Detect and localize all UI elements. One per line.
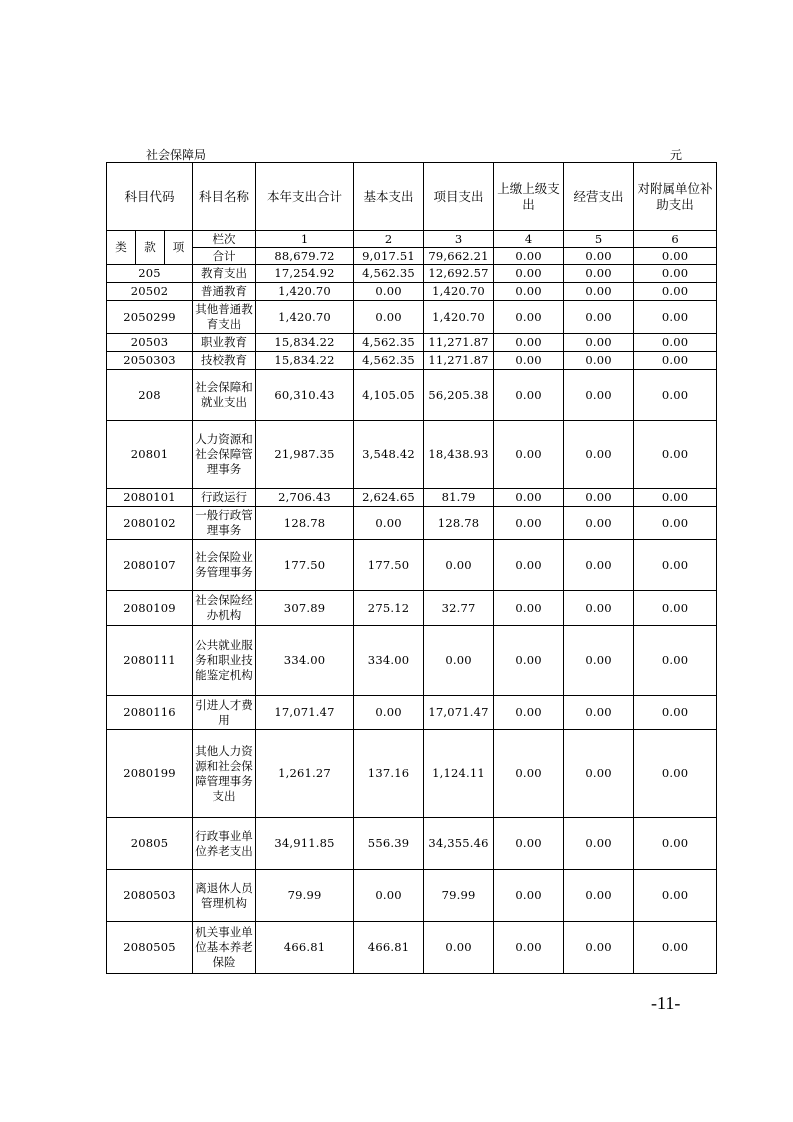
row-project: 1,124.11	[424, 730, 494, 818]
row-operating: 0.00	[564, 591, 634, 626]
row-project: 32.77	[424, 591, 494, 626]
sub-header-kuan: 款	[136, 231, 165, 265]
row-subsidy: 0.00	[634, 334, 717, 352]
row-total: 15,834.22	[256, 352, 354, 370]
row-basic: 3,548.42	[354, 421, 424, 489]
row-basic: 177.50	[354, 540, 424, 591]
row-project: 128.78	[424, 507, 494, 540]
row-code: 2050303	[107, 352, 193, 370]
sum-upper: 0.00	[494, 248, 564, 265]
sum-basic: 9,017.51	[354, 248, 424, 265]
row-total: 15,834.22	[256, 334, 354, 352]
row-code: 2080109	[107, 591, 193, 626]
row-name: 机关事业单位基本养老保险	[193, 922, 256, 974]
row-project: 0.00	[424, 922, 494, 974]
row-upper: 0.00	[494, 352, 564, 370]
row-name: 公共就业服务和职业技能鉴定机构	[193, 626, 256, 696]
row-total: 1,420.70	[256, 301, 354, 334]
row-basic: 4,562.35	[354, 334, 424, 352]
row-upper: 0.00	[494, 922, 564, 974]
row-operating: 0.00	[564, 370, 634, 421]
row-operating: 0.00	[564, 352, 634, 370]
row-project: 17,071.47	[424, 696, 494, 730]
table-row	[107, 283, 717, 301]
table-row	[107, 421, 717, 489]
row-project: 18,438.93	[424, 421, 494, 489]
col-number-1: 1	[256, 231, 354, 248]
table-row	[107, 591, 717, 626]
row-basic: 0.00	[354, 870, 424, 922]
row-basic: 466.81	[354, 922, 424, 974]
row-name: 人力资源和社会保障管理事务	[193, 421, 256, 489]
row-basic: 4,105.05	[354, 370, 424, 421]
row-project: 56,205.38	[424, 370, 494, 421]
row-basic: 0.00	[354, 301, 424, 334]
row-basic: 556.39	[354, 818, 424, 870]
row-basic: 2,624.65	[354, 489, 424, 507]
row-total: 34,911.85	[256, 818, 354, 870]
table-row	[107, 818, 717, 870]
col-number-2: 2	[354, 231, 424, 248]
col-header-code: 科目代码	[107, 163, 193, 231]
row-total: 307.89	[256, 591, 354, 626]
row-project: 0.00	[424, 626, 494, 696]
row-code: 2080111	[107, 626, 193, 696]
row-basic: 137.16	[354, 730, 424, 818]
row-code: 20502	[107, 283, 193, 301]
col-header-name: 科目名称	[193, 163, 256, 231]
row-operating: 0.00	[564, 489, 634, 507]
row-basic: 4,562.35	[354, 352, 424, 370]
row-basic: 0.00	[354, 507, 424, 540]
row-project: 11,271.87	[424, 334, 494, 352]
row-upper: 0.00	[494, 591, 564, 626]
row-operating: 0.00	[564, 283, 634, 301]
row-subsidy: 0.00	[634, 818, 717, 870]
row-project: 1,420.70	[424, 283, 494, 301]
row-operating: 0.00	[564, 730, 634, 818]
row-upper: 0.00	[494, 696, 564, 730]
col-number-4: 4	[494, 231, 564, 248]
row-total: 128.78	[256, 507, 354, 540]
row-name: 社会保险业务管理事务	[193, 540, 256, 591]
row-project: 79.99	[424, 870, 494, 922]
row-basic: 4,562.35	[354, 265, 424, 283]
row-code: 2080116	[107, 696, 193, 730]
table-row	[107, 334, 717, 352]
column-number-row	[107, 231, 717, 248]
row-name: 社会保险经办机构	[193, 591, 256, 626]
table-row	[107, 626, 717, 696]
row-total: 334.00	[256, 626, 354, 696]
row-upper: 0.00	[494, 507, 564, 540]
row-project: 34,355.46	[424, 818, 494, 870]
row-subsidy: 0.00	[634, 696, 717, 730]
sub-header-xiang: 项	[165, 231, 193, 265]
row-operating: 0.00	[564, 626, 634, 696]
row-name: 引进人才费用	[193, 696, 256, 730]
header-row	[107, 163, 717, 231]
col-header-operating: 经营支出	[564, 163, 634, 231]
row-subsidy: 0.00	[634, 507, 717, 540]
row-total: 177.50	[256, 540, 354, 591]
row-total: 2,706.43	[256, 489, 354, 507]
col-number-6: 6	[634, 231, 717, 248]
sub-header-lanci: 栏次	[193, 231, 256, 248]
sum-project: 79,662.21	[424, 248, 494, 265]
row-code: 208	[107, 370, 193, 421]
col-header-subsidy: 对附属单位补助支出	[634, 163, 717, 231]
sum-subsidy: 0.00	[634, 248, 717, 265]
row-code: 2080199	[107, 730, 193, 818]
table-row	[107, 540, 717, 591]
row-code: 2080503	[107, 870, 193, 922]
row-total: 17,254.92	[256, 265, 354, 283]
sum-row	[107, 248, 717, 265]
col-number-5: 5	[564, 231, 634, 248]
row-name: 社会保障和就业支出	[193, 370, 256, 421]
col-header-total: 本年支出合计	[256, 163, 354, 231]
row-upper: 0.00	[494, 489, 564, 507]
row-code: 205	[107, 265, 193, 283]
row-upper: 0.00	[494, 334, 564, 352]
row-total: 79.99	[256, 870, 354, 922]
row-total: 1,420.70	[256, 283, 354, 301]
row-total: 466.81	[256, 922, 354, 974]
row-name: 其他普通教育支出	[193, 301, 256, 334]
row-operating: 0.00	[564, 696, 634, 730]
row-upper: 0.00	[494, 265, 564, 283]
row-name: 离退休人员管理机构	[193, 870, 256, 922]
row-subsidy: 0.00	[634, 301, 717, 334]
row-name: 行政事业单位养老支出	[193, 818, 256, 870]
row-total: 1,261.27	[256, 730, 354, 818]
row-code: 20801	[107, 421, 193, 489]
row-code: 20503	[107, 334, 193, 352]
row-project: 81.79	[424, 489, 494, 507]
row-code: 2080102	[107, 507, 193, 540]
row-project: 1,420.70	[424, 301, 494, 334]
row-subsidy: 0.00	[634, 283, 717, 301]
row-upper: 0.00	[494, 421, 564, 489]
row-name: 一般行政管理事务	[193, 507, 256, 540]
sub-header-lei: 类	[107, 231, 136, 265]
row-upper: 0.00	[494, 283, 564, 301]
col-header-basic: 基本支出	[354, 163, 424, 231]
table-row	[107, 507, 717, 540]
sum-total: 88,679.72	[256, 248, 354, 265]
row-basic: 0.00	[354, 283, 424, 301]
row-code: 2080101	[107, 489, 193, 507]
row-name: 职业教育	[193, 334, 256, 352]
row-subsidy: 0.00	[634, 421, 717, 489]
row-operating: 0.00	[564, 507, 634, 540]
row-subsidy: 0.00	[634, 352, 717, 370]
row-code: 2080505	[107, 922, 193, 974]
row-name: 行政运行	[193, 489, 256, 507]
row-operating: 0.00	[564, 301, 634, 334]
row-subsidy: 0.00	[634, 730, 717, 818]
row-upper: 0.00	[494, 626, 564, 696]
row-subsidy: 0.00	[634, 591, 717, 626]
row-subsidy: 0.00	[634, 540, 717, 591]
row-code: 2050299	[107, 301, 193, 334]
row-name: 教育支出	[193, 265, 256, 283]
row-operating: 0.00	[564, 265, 634, 283]
row-subsidy: 0.00	[634, 489, 717, 507]
table-row	[107, 370, 717, 421]
row-subsidy: 0.00	[634, 265, 717, 283]
row-subsidy: 0.00	[634, 626, 717, 696]
currency-unit: 元	[670, 148, 683, 162]
table-row	[107, 352, 717, 370]
expenditure-table	[106, 162, 717, 974]
row-name: 其他人力资源和社会保障管理事务支出	[193, 730, 256, 818]
table-row	[107, 265, 717, 283]
row-project: 12,692.57	[424, 265, 494, 283]
col-number-3: 3	[424, 231, 494, 248]
row-upper: 0.00	[494, 540, 564, 591]
row-upper: 0.00	[494, 870, 564, 922]
row-code: 2080107	[107, 540, 193, 591]
row-upper: 0.00	[494, 730, 564, 818]
row-basic: 0.00	[354, 696, 424, 730]
row-basic: 334.00	[354, 626, 424, 696]
row-subsidy: 0.00	[634, 922, 717, 974]
page-number: -11-	[651, 993, 681, 1013]
unit-name: 社会保障局	[146, 148, 207, 162]
row-operating: 0.00	[564, 540, 634, 591]
table-row	[107, 489, 717, 507]
row-name: 普通教育	[193, 283, 256, 301]
row-code: 20805	[107, 818, 193, 870]
row-operating: 0.00	[564, 334, 634, 352]
row-name: 技校教育	[193, 352, 256, 370]
row-upper: 0.00	[494, 301, 564, 334]
row-subsidy: 0.00	[634, 870, 717, 922]
row-operating: 0.00	[564, 922, 634, 974]
row-operating: 0.00	[564, 818, 634, 870]
sum-label: 合计	[193, 248, 256, 265]
table-row	[107, 730, 717, 818]
row-basic: 275.12	[354, 591, 424, 626]
table-row	[107, 696, 717, 730]
col-header-project: 项目支出	[424, 163, 494, 231]
row-operating: 0.00	[564, 421, 634, 489]
row-project: 11,271.87	[424, 352, 494, 370]
table-row	[107, 301, 717, 334]
table-row	[107, 870, 717, 922]
row-project: 0.00	[424, 540, 494, 591]
row-operating: 0.00	[564, 870, 634, 922]
row-total: 17,071.47	[256, 696, 354, 730]
row-total: 60,310.43	[256, 370, 354, 421]
row-subsidy: 0.00	[634, 370, 717, 421]
sum-operating: 0.00	[564, 248, 634, 265]
row-upper: 0.00	[494, 818, 564, 870]
col-header-upper: 上缴上级支出	[494, 163, 564, 231]
row-upper: 0.00	[494, 370, 564, 421]
row-total: 21,987.35	[256, 421, 354, 489]
table-row	[107, 922, 717, 974]
